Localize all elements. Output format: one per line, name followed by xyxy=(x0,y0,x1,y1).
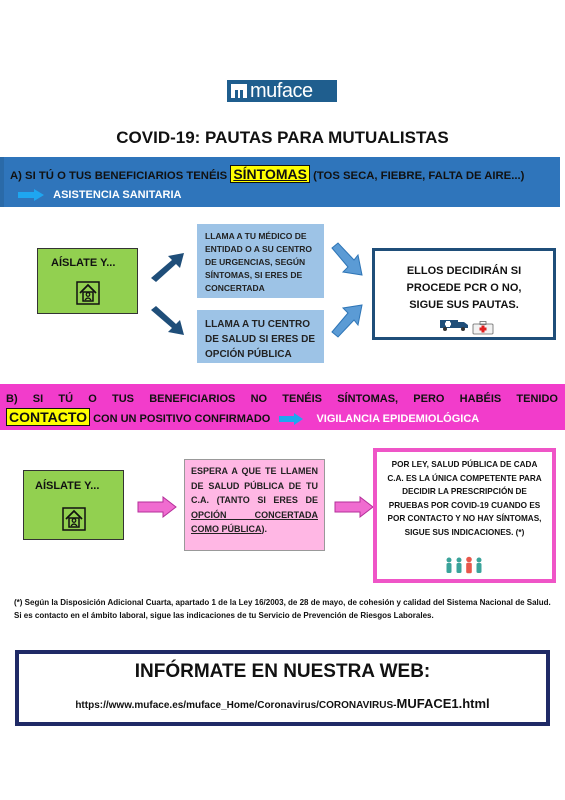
arrow-right-icon xyxy=(137,496,177,518)
section-b-label: VIGILANCIA EPIDEMIOLÓGICA xyxy=(316,413,480,425)
ambulance-icon xyxy=(439,317,469,331)
web-heading: INFÓRMATE EN NUESTRA WEB: xyxy=(134,661,431,682)
section-b-isolate-label: AÍSLATE Y... xyxy=(35,480,100,492)
result-line-3: SIGUE SUS PAUTAS. xyxy=(409,299,519,311)
section-a-result-box xyxy=(372,248,556,340)
arrow-down-right-icon xyxy=(328,242,364,278)
section-b-banner xyxy=(0,384,565,430)
wait-end: ). xyxy=(261,524,267,534)
section-a-label: ASISTENCIA SANITARIA xyxy=(53,189,182,201)
arrow-up-right-icon xyxy=(328,302,364,338)
home-isolation-icon xyxy=(62,507,86,531)
option-concertada-box: LLAMA A TU MÉDICO DE ENTIDAD O A SU CENTRO DE URGENCIAS, SEGÚN SÍNTOMAS, SI ERES DE CONCERTADA xyxy=(197,224,324,298)
wait-underline: OPCIÓN CONCERTADA COMO PÚBLICA xyxy=(191,509,318,534)
result-line-1: ELLOS DECIDIRÁN SI xyxy=(406,265,522,277)
section-b-line-2-after: CON UN POSITIVO CONFIRMADO xyxy=(90,413,271,425)
arrow-up-right-icon xyxy=(148,250,188,284)
section-a-highlight: SÍNTOMAS xyxy=(230,165,310,183)
wait-text: ESPERA A QUE TE LLAMEN DE SALUD PÚBLICA DE TU C.A. (TANTO SI ERES DE xyxy=(191,466,318,505)
web-info-box xyxy=(15,650,550,726)
section-a-text-after: (TOS SECA, FIEBRE, FALTA DE AIRE...) xyxy=(309,170,525,182)
arrow-right-icon xyxy=(18,189,44,201)
web-url-suffix: MUFACE1.html xyxy=(396,696,490,711)
web-url-prefix: https://www.muface.es/muface_Home/Coronavirus/CORONAVIRUS- xyxy=(75,700,397,711)
section-b-line-2 xyxy=(6,408,558,428)
arrow-right-icon xyxy=(279,413,303,425)
section-a-banner xyxy=(0,157,560,207)
law-text: POR LEY, SALUD PÚBLICA DE CADA C.A. ES LA ÚNICA COMPETENTE PARA DECIDIR LA PRESCRIPCIÓN DE PRUEBAS POR COVID-19 CUANDO ES POR CONTACTO Y NO HAY SÍNTOMAS, SIGUE SUS INDICACIONES. (*) xyxy=(387,460,542,537)
muface-logo-mark xyxy=(231,84,247,98)
section-b-wait-box xyxy=(184,459,325,551)
people-group-icon xyxy=(443,556,487,574)
muface-logo-text: muface xyxy=(250,80,313,102)
footnote: (*) Según la Disposición Adicional Cuarta, apartado 1 de la Ley 16/2003, de 28 de mayo, de cohesión y calidad del Sistema Nacional de Salud. Si es contacto en el ámbito laboral, sigue las indicaciones de tu Servicio de Prevención de Riesgos Laborales. xyxy=(14,598,551,620)
section-a-isolate-label: AÍSLATE Y... xyxy=(51,257,116,269)
section-a-text xyxy=(10,165,555,205)
section-a-isolate-box xyxy=(37,248,138,314)
section-b-text xyxy=(6,390,558,428)
muface-logo xyxy=(227,80,337,102)
section-a-text-before: A) SI TÚ O TUS BENEFICIARIOS TENÉIS xyxy=(10,170,231,182)
section-b-line-1: B) SI TÚ O TUS BENEFICIARIOS NO TENÉIS SÍNTOMAS, PERO HABÉIS TENIDO xyxy=(6,393,558,405)
option-publica-box: LLAMA A TU CENTRO DE SALUD SI ERES DE OPCIÓN PÚBLICA xyxy=(197,310,324,363)
page-title: COVID-19: PAUTAS PARA MUTUALISTAS xyxy=(116,128,449,147)
section-b-isolate-box xyxy=(23,470,124,540)
arrow-right-icon xyxy=(334,496,374,518)
section-b-law-box xyxy=(373,448,556,583)
arrow-down-right-icon xyxy=(148,304,188,338)
first-aid-kit-icon xyxy=(472,321,494,335)
web-url-link[interactable] xyxy=(19,696,546,711)
home-isolation-icon xyxy=(76,281,100,305)
section-b-highlight: CONTACTO xyxy=(6,408,90,426)
result-line-2: PROCEDE PCR O NO, xyxy=(406,282,522,294)
